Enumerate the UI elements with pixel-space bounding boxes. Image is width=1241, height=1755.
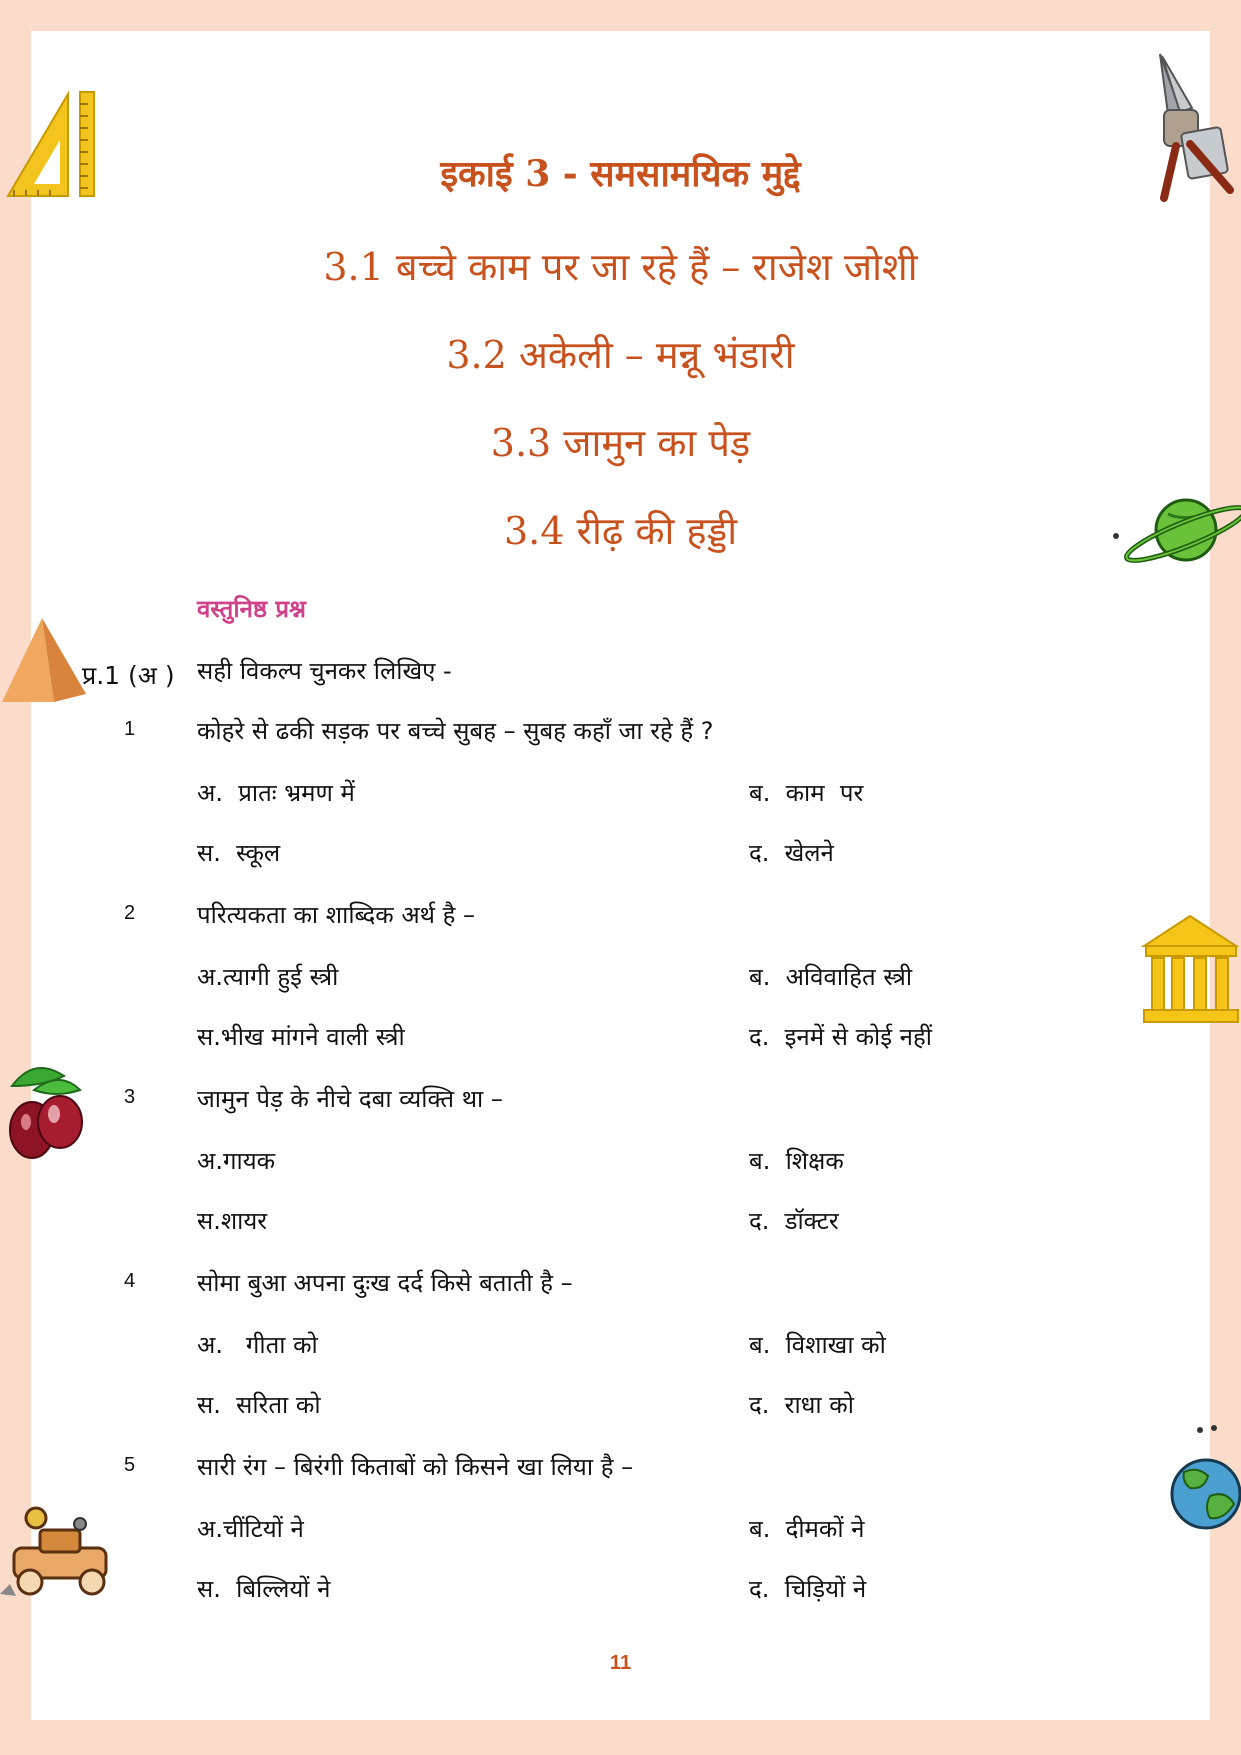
option-c: स.शायर: [197, 1207, 268, 1235]
option-c: स.भीख मांगने वाली स्त्री: [197, 1023, 405, 1051]
question-text: कोहरे से ढकी सड़क पर बच्चे सुबह – सुबह कहाँ जा रहे हैं ?: [197, 717, 714, 745]
option-a: अ. गीता को: [197, 1331, 318, 1359]
option-a: अ.त्यागी हुई स्त्री: [197, 963, 339, 991]
option-c: स. बिल्लियों ने: [197, 1575, 331, 1603]
question-number: 2: [124, 902, 136, 924]
option-a: अ. प्रातः भ्रमण में: [197, 779, 355, 807]
option-d: द. खेलने: [749, 839, 834, 867]
option-c: स. सरिता को: [197, 1391, 321, 1419]
toy-car-icon: [0, 1504, 124, 1600]
question-number: 4: [124, 1270, 136, 1292]
chapter-title: 3.2 अकेली – मन्नू भंडारी: [446, 333, 795, 377]
option-a: अ.चींटियों ने: [197, 1515, 304, 1543]
question-text: सोमा बुआ अपना दुःख दर्द किसे बताती है –: [197, 1269, 573, 1297]
temple-icon: [1140, 912, 1241, 1024]
question-number: 1: [124, 718, 136, 740]
chapter-title: 3.3 जामुन का पेड़: [490, 421, 751, 465]
instruction: सही विकल्प चुनकर लिखिए -: [197, 657, 452, 685]
section-label: वस्तुनिष्ठ प्रश्न: [197, 595, 307, 623]
question-text: परित्यकता का शाब्दिक अर्थ है –: [197, 901, 475, 929]
option-a: अ.गायक: [197, 1147, 276, 1175]
question-text: सारी रंग – बिरंगी किताबों को किसने खा लिया है –: [197, 1453, 634, 1481]
chapter-title: 3.1 बच्चे काम पर जा रहे हैं – राजेश जोशी: [323, 245, 918, 289]
pyramid-icon: [0, 614, 88, 706]
option-b: ब. काम पर: [749, 779, 864, 807]
question-text: जामुन पेड़ के नीचे दबा व्यक्ति था –: [197, 1085, 503, 1113]
option-d: द. राधा को: [749, 1391, 854, 1419]
option-d: द. चिड़ियों ने: [749, 1575, 867, 1603]
option-d: द. इनमें से कोई नहीं: [749, 1023, 932, 1051]
question-label: प्र.1 (अ ): [82, 661, 175, 690]
unit-title: इकाई 3 - समसामयिक मुद्दे: [440, 153, 801, 195]
question-number: 5: [124, 1454, 136, 1476]
page-number: 11: [609, 1652, 632, 1674]
option-c: स. स्कूल: [197, 839, 281, 867]
option-b: ब. शिक्षक: [749, 1147, 844, 1175]
chapter-title: 3.4 रीढ़ की हड्डी: [503, 509, 738, 553]
question-number: 3: [124, 1086, 136, 1108]
jamun-fruit-icon: [4, 1056, 88, 1166]
globe-icon: [1164, 1420, 1241, 1536]
option-b: ब. अविवाहित स्त्री: [749, 963, 913, 991]
option-d: द. डॉक्टर: [749, 1207, 839, 1235]
option-b: ब. विशाखा को: [749, 1331, 886, 1359]
option-b: ब. दीमकों ने: [749, 1515, 865, 1543]
